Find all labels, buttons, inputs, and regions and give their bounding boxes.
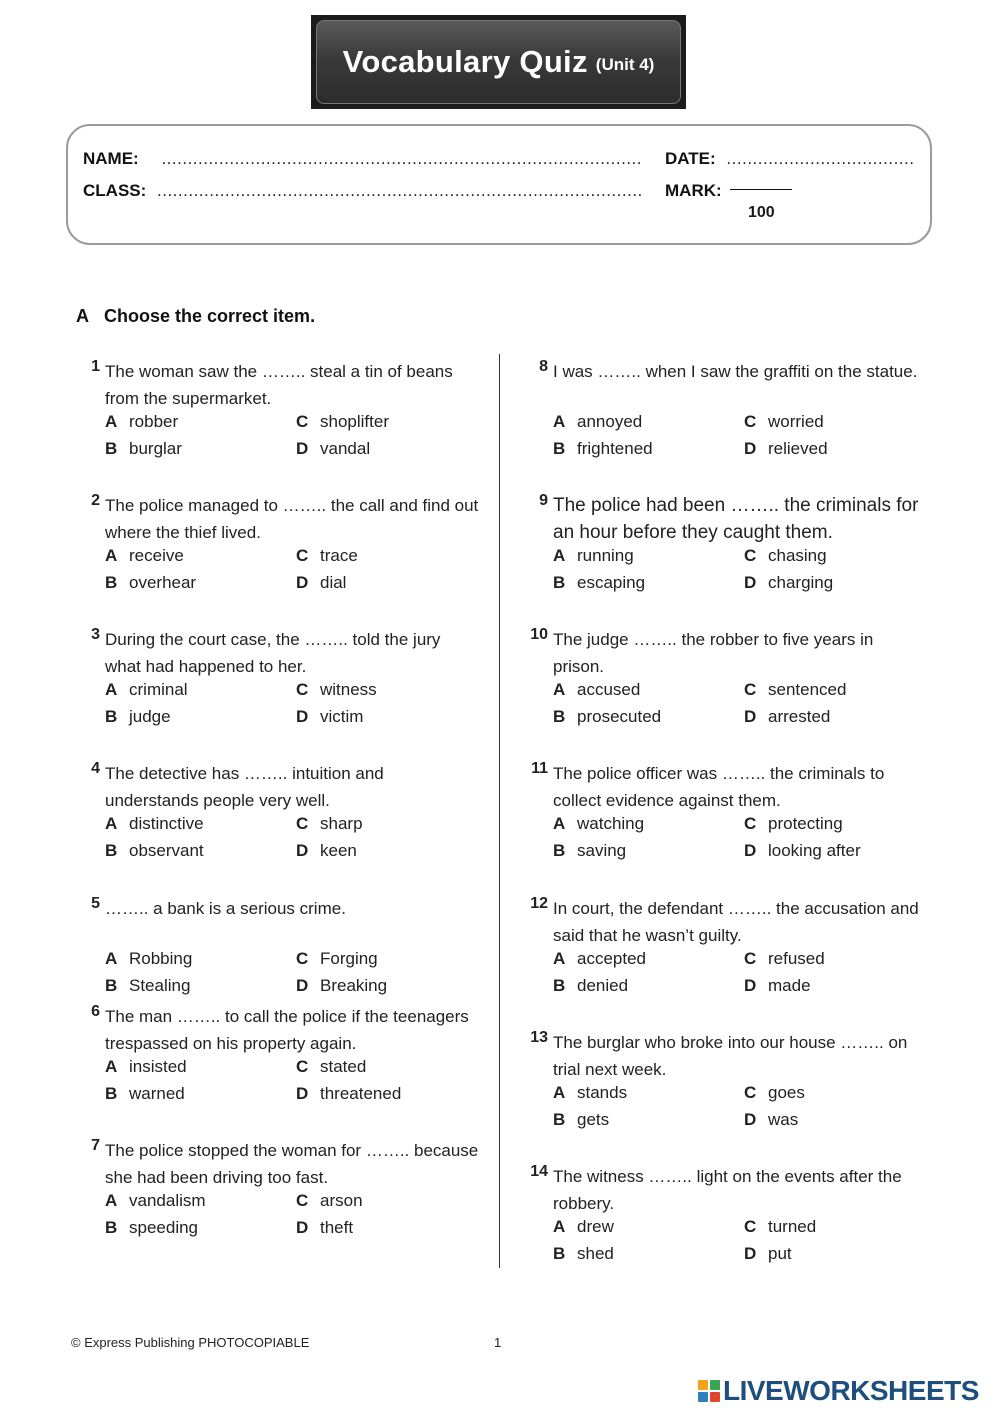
option-letter: C [744,680,757,699]
option-text: accepted [577,949,646,968]
option-text: keen [320,841,357,860]
question-number: 11 [531,760,548,777]
option-letter: B [553,707,566,726]
option-text: looking after [768,841,861,860]
option-letter: D [296,976,309,995]
option-a[interactable] [105,949,192,969]
page-number: 1 [494,1335,502,1350]
option-letter: D [296,439,309,458]
option-c[interactable] [744,412,824,432]
option-a[interactable] [553,680,640,700]
option-letter: C [296,412,309,431]
option-a[interactable] [553,546,634,566]
option-text: running [577,546,634,565]
option-text: turned [768,1217,817,1236]
option-a[interactable] [553,1083,627,1103]
question-number: 8 [539,358,548,375]
name-row [83,149,653,169]
option-text: vandal [320,439,371,458]
option-text: burglar [129,439,182,458]
option-c[interactable] [744,680,846,700]
option-letter: C [296,1057,309,1076]
option-text: stated [320,1057,367,1076]
option-letter: A [105,1191,118,1210]
section-instruction: Choose the correct item. [104,306,316,326]
name-label: NAME: [83,149,139,168]
option-a[interactable] [105,1057,187,1077]
section-heading [76,306,315,327]
option-letter: B [105,573,118,592]
option-letter: B [105,841,118,860]
option-letter: C [296,949,309,968]
option-text: Breaking [320,976,388,995]
option-text: refused [768,949,825,968]
option-c[interactable] [296,546,358,566]
option-letter: C [744,1083,757,1102]
option-b[interactable] [553,573,645,593]
option-d[interactable] [744,1244,792,1264]
question-text: The judge …….. the robber to five years in prison. [553,630,874,676]
option-c[interactable] [744,546,827,566]
option-text: observant [129,841,204,860]
section-letter: A [76,306,89,326]
option-text: Stealing [129,976,191,995]
option-letter: A [105,546,118,565]
option-text: frightened [577,439,653,458]
class-row [83,181,653,201]
question-text: During the court case, the …….. told the jury what had happened to her. [105,630,441,676]
option-letter: A [105,680,118,699]
option-text: goes [768,1083,805,1102]
option-d[interactable] [744,707,830,727]
option-c[interactable] [744,949,825,969]
question-number: 1 [91,358,100,375]
question-text: The police stopped the woman for …….. because she had been driving too fast. [105,1141,479,1187]
option-letter: C [296,1191,309,1210]
question-number: 2 [91,492,100,509]
option-text: overhear [129,573,197,592]
logo-square [710,1380,720,1390]
option-text: victim [320,707,364,726]
option-c[interactable] [296,1191,363,1211]
option-letter: B [105,707,118,726]
question-text: In court, the defendant …….. the accusation and said that he wasn’t guilty. [553,899,919,945]
option-letter: D [744,1244,757,1263]
option-letter: D [296,707,309,726]
question-text: The man …….. to call the police if the teenagers trespassed on his property again. [105,1007,469,1053]
mark-total: 100 [748,204,775,221]
option-text: insisted [129,1057,187,1076]
option-text: prosecuted [577,707,662,726]
option-text: relieved [768,439,828,458]
option-letter: C [296,680,309,699]
title-banner [311,15,686,109]
option-c[interactable] [296,412,389,432]
option-text: arrested [768,707,831,726]
mark-row [665,181,865,201]
question-number: 4 [91,760,100,777]
liveworksheets-logo [698,1375,979,1407]
option-letter: D [296,841,309,860]
option-text: saving [577,841,627,860]
option-a[interactable] [553,949,646,969]
option-letter: D [296,1084,309,1103]
option-letter: D [296,1218,309,1237]
option-text: sharp [320,814,363,833]
option-d[interactable] [744,841,861,861]
option-b[interactable] [105,976,190,996]
option-text: escaping [577,573,646,592]
option-text: distinctive [129,814,204,833]
option-text: theft [320,1218,354,1237]
option-letter: B [553,439,566,458]
option-c[interactable] [744,1217,816,1237]
option-b[interactable] [105,841,204,861]
option-c[interactable] [744,814,843,834]
option-b[interactable] [105,439,182,459]
option-d[interactable] [296,1218,353,1238]
question-text: The police managed to …….. the call and find out where the thief lived. [105,496,479,542]
question-number: 3 [91,626,100,643]
option-c[interactable] [296,814,363,834]
option-b[interactable] [553,707,661,727]
option-text: drew [577,1217,614,1236]
logo-square [698,1380,708,1390]
column-divider [499,354,500,1268]
option-letter: A [553,1217,566,1236]
option-d[interactable] [744,573,833,593]
option-text: arson [320,1191,363,1210]
option-letter: D [744,439,757,458]
option-letter: B [105,439,118,458]
question-number: 12 [530,895,548,912]
option-b[interactable] [553,439,653,459]
option-letter: D [744,707,757,726]
option-text: sentenced [768,680,847,699]
date-label: DATE: [665,149,716,168]
class-field[interactable]: ............................................................................................. [157,181,643,200]
option-letter: B [553,1244,566,1263]
option-letter: A [553,949,566,968]
option-letter: B [553,976,566,995]
option-letter: A [105,949,118,968]
liveworksheets-wordmark: LIVEWORKSHEETS [723,1375,979,1406]
option-a[interactable] [105,1191,206,1211]
option-letter: C [744,1217,757,1236]
option-letter: D [744,1110,757,1129]
option-letter: C [296,814,309,833]
option-text: protecting [768,814,843,833]
option-text: speeding [129,1218,199,1237]
option-text: charging [768,573,834,592]
option-d[interactable] [296,573,346,593]
question-number: 10 [530,626,548,643]
question-text: The police officer was …….. the criminals to collect evidence against them. [553,764,885,810]
option-text: trace [320,546,358,565]
option-a[interactable] [553,412,642,432]
option-text: robber [129,412,179,431]
question-text: The woman saw the …….. steal a tin of beans from the supermarket. [105,362,453,408]
mark-label: MARK: [665,181,722,200]
liveworksheets-icon [698,1380,720,1402]
option-c[interactable] [296,680,377,700]
option-letter: C [744,546,757,565]
option-text: gets [577,1110,610,1129]
option-c[interactable] [296,949,378,969]
option-b[interactable] [553,976,628,996]
option-text: stands [577,1083,628,1102]
option-text: threatened [320,1084,402,1103]
question-number: 14 [530,1163,548,1180]
option-text: judge [129,707,171,726]
question-text: The witness …….. light on the events after the robbery. [553,1167,902,1213]
option-text: was [768,1110,799,1129]
question-text: The detective has …….. intuition and understands people very well. [105,764,384,810]
option-text: chasing [768,546,827,565]
option-b[interactable] [553,1110,609,1130]
option-letter: D [744,976,757,995]
option-a[interactable] [105,680,188,700]
option-text: put [768,1244,792,1263]
option-text: warned [129,1084,185,1103]
question-number: 13 [530,1029,548,1046]
option-letter: A [105,814,118,833]
option-letter: B [105,1084,118,1103]
quiz-title: Vocabulary Quiz [342,44,588,79]
option-d[interactable] [296,976,387,996]
option-text: shed [577,1244,614,1263]
option-letter: D [296,573,309,592]
option-a[interactable] [553,814,644,834]
option-text: criminal [129,680,188,699]
option-a[interactable] [105,814,204,834]
option-d[interactable] [744,976,811,996]
option-a[interactable] [553,1217,614,1237]
option-d[interactable] [296,1084,401,1104]
option-text: worried [768,412,824,431]
option-letter: A [105,1057,118,1076]
option-b[interactable] [553,1244,614,1264]
option-b[interactable] [105,1084,185,1104]
option-letter: A [553,412,566,431]
option-text: made [768,976,811,995]
option-letter: A [553,814,566,833]
question-number: 7 [91,1137,100,1154]
option-letter: C [744,412,757,431]
option-b[interactable] [105,1218,198,1238]
mark-line[interactable] [730,189,792,190]
option-text: receive [129,546,184,565]
option-text: Robbing [129,949,193,968]
option-b[interactable] [105,707,171,727]
option-letter: B [553,1110,566,1129]
option-letter: B [105,1218,118,1237]
option-letter: A [553,546,566,565]
option-text: accused [577,680,641,699]
question-text: I was …….. when I saw the graffiti on the statue. [553,362,918,381]
logo-square [710,1392,720,1402]
option-letter: C [744,949,757,968]
student-info-box [66,124,932,245]
option-letter: A [105,412,118,431]
question-text: …….. a bank is a serious crime. [105,899,346,918]
date-field[interactable]: .................................... [726,149,915,168]
option-d[interactable] [744,439,828,459]
option-text: vandalism [129,1191,206,1210]
option-letter: A [553,1083,566,1102]
option-letter: A [553,680,566,699]
option-text: denied [577,976,629,995]
option-text: dial [320,573,347,592]
option-letter: B [553,573,566,592]
question-number: 5 [91,895,100,912]
option-letter: B [105,976,118,995]
copyright-notice: © Express Publishing PHOTOCOPIABLE [71,1335,310,1350]
option-b[interactable] [105,573,196,593]
question-number: 9 [539,492,548,509]
option-text: watching [577,814,645,833]
option-letter: D [744,573,757,592]
option-letter: B [553,841,566,860]
option-text: shoplifter [320,412,389,431]
option-text: annoyed [577,412,643,431]
name-field[interactable]: ............................................................................................ [161,149,642,168]
title-banner-inner [316,20,681,104]
option-letter: C [296,546,309,565]
option-letter: D [744,841,757,860]
option-b[interactable] [553,841,626,861]
question-number: 6 [91,1003,100,1020]
option-d[interactable] [744,1110,798,1130]
option-c[interactable] [744,1083,805,1103]
question-text: The burglar who broke into our house …….. on trial next week. [553,1033,908,1079]
option-d[interactable] [296,841,357,861]
option-a[interactable] [105,546,184,566]
quiz-unit: (Unit 4) [595,55,655,74]
option-c[interactable] [296,1057,366,1077]
option-a[interactable] [105,412,178,432]
option-text: Forging [320,949,378,968]
option-text: witness [320,680,377,699]
date-row [665,149,920,169]
option-d[interactable] [296,439,370,459]
question-text: The police had been …….. the criminals for an hour before they caught them. [553,495,919,543]
class-label: CLASS: [83,181,147,200]
logo-square [698,1392,708,1402]
option-letter: C [744,814,757,833]
option-d[interactable] [296,707,363,727]
